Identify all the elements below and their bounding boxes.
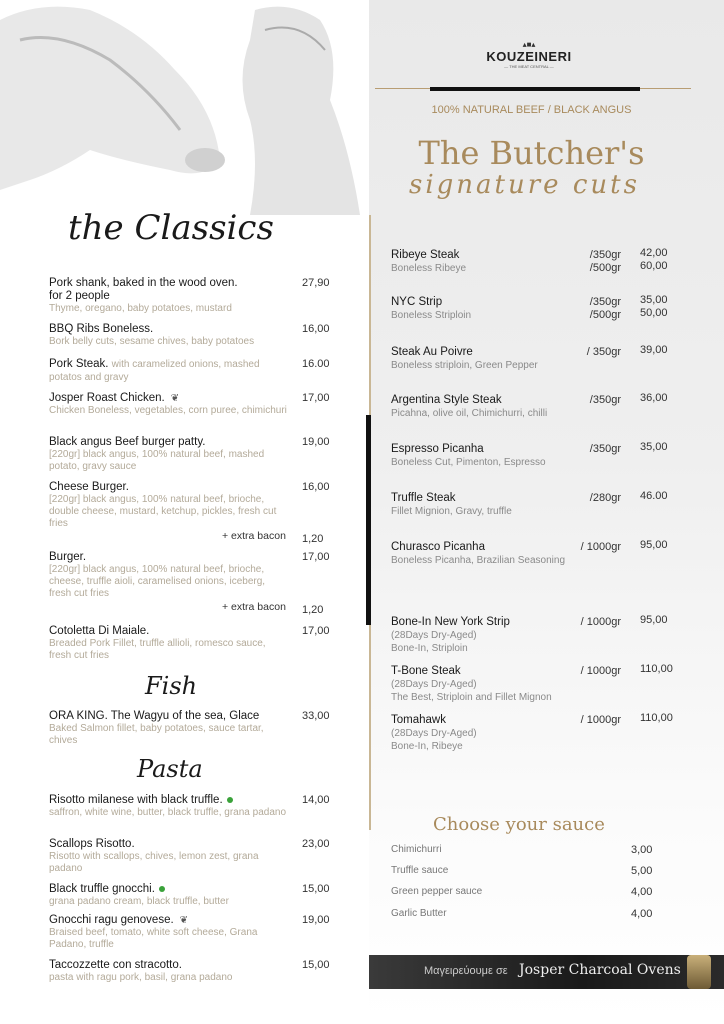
cut-description: The Best, Striploin and Fillet Mignon: [391, 692, 552, 703]
menu-item: [49, 625, 289, 662]
olive-branch-icon: ❦: [179, 915, 189, 926]
cut-weight: /350gr: [589, 394, 621, 406]
sauce-title: Choose your sauce: [433, 814, 605, 835]
cut-name: Tomahawk: [391, 714, 446, 726]
cut-name: Truffle Steak: [391, 492, 456, 504]
cut-price: 110,00: [640, 712, 673, 724]
menu-item: [49, 323, 289, 348]
menu-item: [49, 436, 289, 473]
pasta-title: Pasta: [137, 755, 203, 783]
sauce-name: Chimichurri: [391, 844, 442, 855]
cut-price: 35,00: [640, 294, 668, 306]
item-name-text: Pork Steak.: [49, 358, 109, 370]
cut-description: (28Days Dry-Aged): [391, 728, 477, 739]
item-price: 27,90: [302, 277, 330, 289]
item-description: Chicken Boneless, vegetables, corn puree, chimichuri: [49, 405, 287, 416]
menu-item: [49, 551, 289, 600]
cut-weight: /500gr: [589, 262, 621, 274]
item-name: [49, 392, 289, 405]
cut-price: 110,00: [640, 663, 673, 675]
cut-name: Espresso Picanha: [391, 443, 484, 455]
menu-item: [49, 277, 289, 315]
item-name: [49, 436, 289, 449]
extra-price: 1,20: [302, 604, 324, 616]
cut-weight: / 350gr: [586, 346, 621, 358]
item-description: Braised beef, tomato, white soft cheese, Grana Padano, truffle: [49, 927, 258, 950]
cut-weight: / 1000gr: [580, 616, 621, 628]
item-name: [49, 883, 289, 896]
item-name-text: Gnocchi ragu genovese.: [49, 914, 174, 926]
item-name: [49, 625, 289, 638]
extra-price: 1,20: [302, 533, 324, 545]
black-vertical-accent: [366, 415, 371, 625]
cut-description: Boneless striploin, Green Pepper: [391, 360, 538, 371]
item-description: pasta with ragu pork, basil, grana padano: [49, 972, 233, 983]
menu-item: [49, 838, 289, 875]
item-price: 17,00: [302, 551, 330, 563]
cut-description: Boneless Cut, Pimenton, Espresso: [391, 457, 546, 468]
item-name: [49, 358, 289, 384]
sauce-price: 4,00: [631, 908, 653, 920]
item-name: [49, 710, 289, 723]
cut-price: 35,00: [640, 441, 668, 453]
cut-weight: / 1000gr: [580, 714, 621, 726]
item-name-text: Pork shank, baked in the wood oven.: [49, 277, 238, 289]
cut-name: NYC Strip: [391, 296, 443, 308]
item-price: 16,00: [302, 481, 330, 493]
item-description: Baked Salmon fillet, baby potatoes, sauce tartar, chives: [49, 723, 264, 746]
item-description: with caramelized onions, mashed potatos and gravy: [49, 359, 260, 383]
item-price: 19,00: [302, 436, 330, 448]
item-description: Breaded Pork Fillet, truffle allioli, romesco sauce, fresh cut fries: [49, 638, 266, 661]
cut-description: (28Days Dry-Aged): [391, 679, 477, 690]
heading-butchers: The Butcher's: [418, 134, 645, 172]
cut-price: 50,00: [640, 307, 668, 319]
item-name-text: Cotoletta Di Maiale.: [49, 625, 150, 637]
cut-weight: /350gr: [589, 296, 621, 308]
item-price: 23,00: [302, 838, 330, 850]
cut-weight: / 1000gr: [580, 541, 621, 553]
brand-name: KOUZEINERI: [486, 49, 572, 64]
cut-name: Bone-In New York Strip: [391, 616, 510, 628]
menu-item: [49, 710, 289, 747]
cut-name: Ribeye Steak: [391, 249, 460, 261]
item-name-text: Taccozzette con stracotto.: [49, 959, 182, 971]
brand-logo: ▴■▴ KOUZEINERI — THE MEAT CENTRAL —: [479, 40, 579, 69]
menu-item: [49, 959, 289, 984]
item-name-text: Cheese Burger.: [49, 481, 129, 493]
cut-description: Picahna, olive oil, Chimichurri, chilli: [391, 408, 548, 419]
black-rule: [430, 87, 640, 91]
item-name: [49, 914, 289, 927]
footer-banner: [369, 955, 724, 989]
item-description: saffron, white wine, butter, black truffle, grana padano: [49, 807, 287, 818]
item-description: [220gr] black angus, 100% natural beef, mashed potato, gravy sauce: [49, 449, 265, 472]
sauce-name: Green pepper sauce: [391, 886, 483, 897]
brand-tagline: — THE MEAT CENTRAL —: [504, 64, 554, 69]
item-name-text: Josper Roast Chicken.: [49, 392, 165, 404]
item-price: 16.00: [302, 358, 330, 370]
menu-item: [49, 914, 289, 951]
item-name-text: Burger.: [49, 551, 87, 563]
item-description: Bork belly cuts, sesame chives, baby potatoes: [49, 336, 255, 347]
item-price: 33,00: [302, 710, 330, 722]
menu-item: [49, 481, 289, 530]
item-name: [49, 277, 289, 290]
cut-weight: /350gr: [589, 249, 621, 261]
item-description: Thyme, oregano, baby potatoes, mustard: [49, 303, 232, 314]
vegetarian-dot-icon: [159, 886, 165, 892]
heading-signature-cuts: signature cuts: [409, 170, 640, 200]
item-description: [220gr] black angus, 100% natural beef, brioche, double cheese, mustard, ketchup, pickles, fresh cut fries: [49, 494, 277, 529]
item-price: 14,00: [302, 794, 330, 806]
sauce-price: 4,00: [631, 886, 653, 898]
fish-title: Fish: [145, 672, 198, 700]
footer-greek: Μαγειρεύουμε σε: [424, 965, 508, 977]
cut-description: Bone-In, Striploin: [391, 643, 468, 654]
footer-josper: Josper Charcoal Ovens: [519, 962, 681, 978]
item-description: grana padano cream, black truffle, butter: [49, 896, 229, 907]
item-name: [49, 838, 289, 851]
cow-and-girl-sketch: [0, 0, 369, 215]
item-name-text: BBQ Ribs Boneless.: [49, 323, 154, 335]
item-description: Risotto with scallops, chives, lemon zest, grana padano: [49, 851, 259, 874]
item-description: [220gr] black angus, 100% natural beef, brioche, cheese, truffle aioli, caramelised onions, iceberg, fresh cut fries: [49, 564, 266, 599]
classics-title: the Classics: [68, 208, 274, 248]
item-name: [49, 323, 289, 336]
cut-description: Boneless Picanha, Brazilian Seasoning: [391, 555, 565, 566]
cut-weight: /280gr: [589, 492, 621, 504]
cut-name: T-Bone Steak: [391, 665, 461, 677]
cut-weight: /350gr: [589, 443, 621, 455]
item-price: 19,00: [302, 914, 330, 926]
cut-description: Boneless Striploin: [391, 310, 472, 321]
cut-description: Fillet Mignion, Gravy, truffle: [391, 506, 512, 517]
item-name: [49, 959, 289, 972]
menu-item: [49, 794, 289, 819]
olive-branch-icon: ❦: [170, 393, 180, 404]
cut-name: Churasco Picanha: [391, 541, 485, 553]
sauce-name: Truffle sauce: [391, 865, 449, 876]
item-name: [49, 481, 289, 494]
item-price: 15,00: [302, 883, 330, 895]
cut-weight: / 1000gr: [580, 665, 621, 677]
cut-price: 46.00: [640, 490, 668, 502]
extra-label: + extra bacon: [222, 601, 286, 613]
item-price: 16,00: [302, 323, 330, 335]
extra-label: + extra bacon: [222, 530, 286, 542]
vegetarian-dot-icon: [227, 797, 233, 803]
cut-price: 39,00: [640, 344, 668, 356]
cut-price: 60,00: [640, 260, 668, 272]
item-price: 15,00: [302, 959, 330, 971]
right-column: [369, 0, 724, 1024]
item-name: [49, 551, 289, 564]
item-name-text: Scallops Risotto.: [49, 838, 135, 850]
sauce-name: Garlic Butter: [391, 908, 447, 919]
josper-badge-icon: [687, 955, 711, 989]
cut-name: Steak Au Poivre: [391, 346, 473, 358]
subtitle: 100% NATURAL BEEF / BLACK ANGUS: [431, 104, 632, 116]
item-name-text: Black angus Beef burger patty.: [49, 436, 206, 448]
item-name: [49, 794, 289, 807]
item-name-text: Risotto milanese with black truffle.: [49, 794, 223, 806]
item-name-text: Black truffle gnocchi.: [49, 883, 155, 895]
item-name-text: ORA KING. The Wagyu of the sea, Glace: [49, 710, 260, 722]
menu-item: [49, 358, 289, 384]
sauce-price: 3,00: [631, 844, 653, 856]
item-price: 17,00: [302, 392, 330, 404]
cut-price: 95,00: [640, 614, 668, 626]
cut-price: 95,00: [640, 539, 668, 551]
cut-weight: /500gr: [589, 309, 621, 321]
cut-description: (28Days Dry-Aged): [391, 630, 477, 641]
cut-price: 42,00: [640, 247, 668, 259]
item-price: 17,00: [302, 625, 330, 637]
menu-item: [49, 883, 289, 908]
menu-item: [49, 392, 289, 417]
cut-description: Bone-In, Ribeye: [391, 741, 463, 752]
sauce-price: 5,00: [631, 865, 653, 877]
cut-name: Argentina Style Steak: [391, 394, 502, 406]
cut-price: 36,00: [640, 392, 668, 404]
cut-description: Boneless Ribeye: [391, 263, 467, 274]
item-name-line2: for 2 people: [49, 290, 110, 302]
